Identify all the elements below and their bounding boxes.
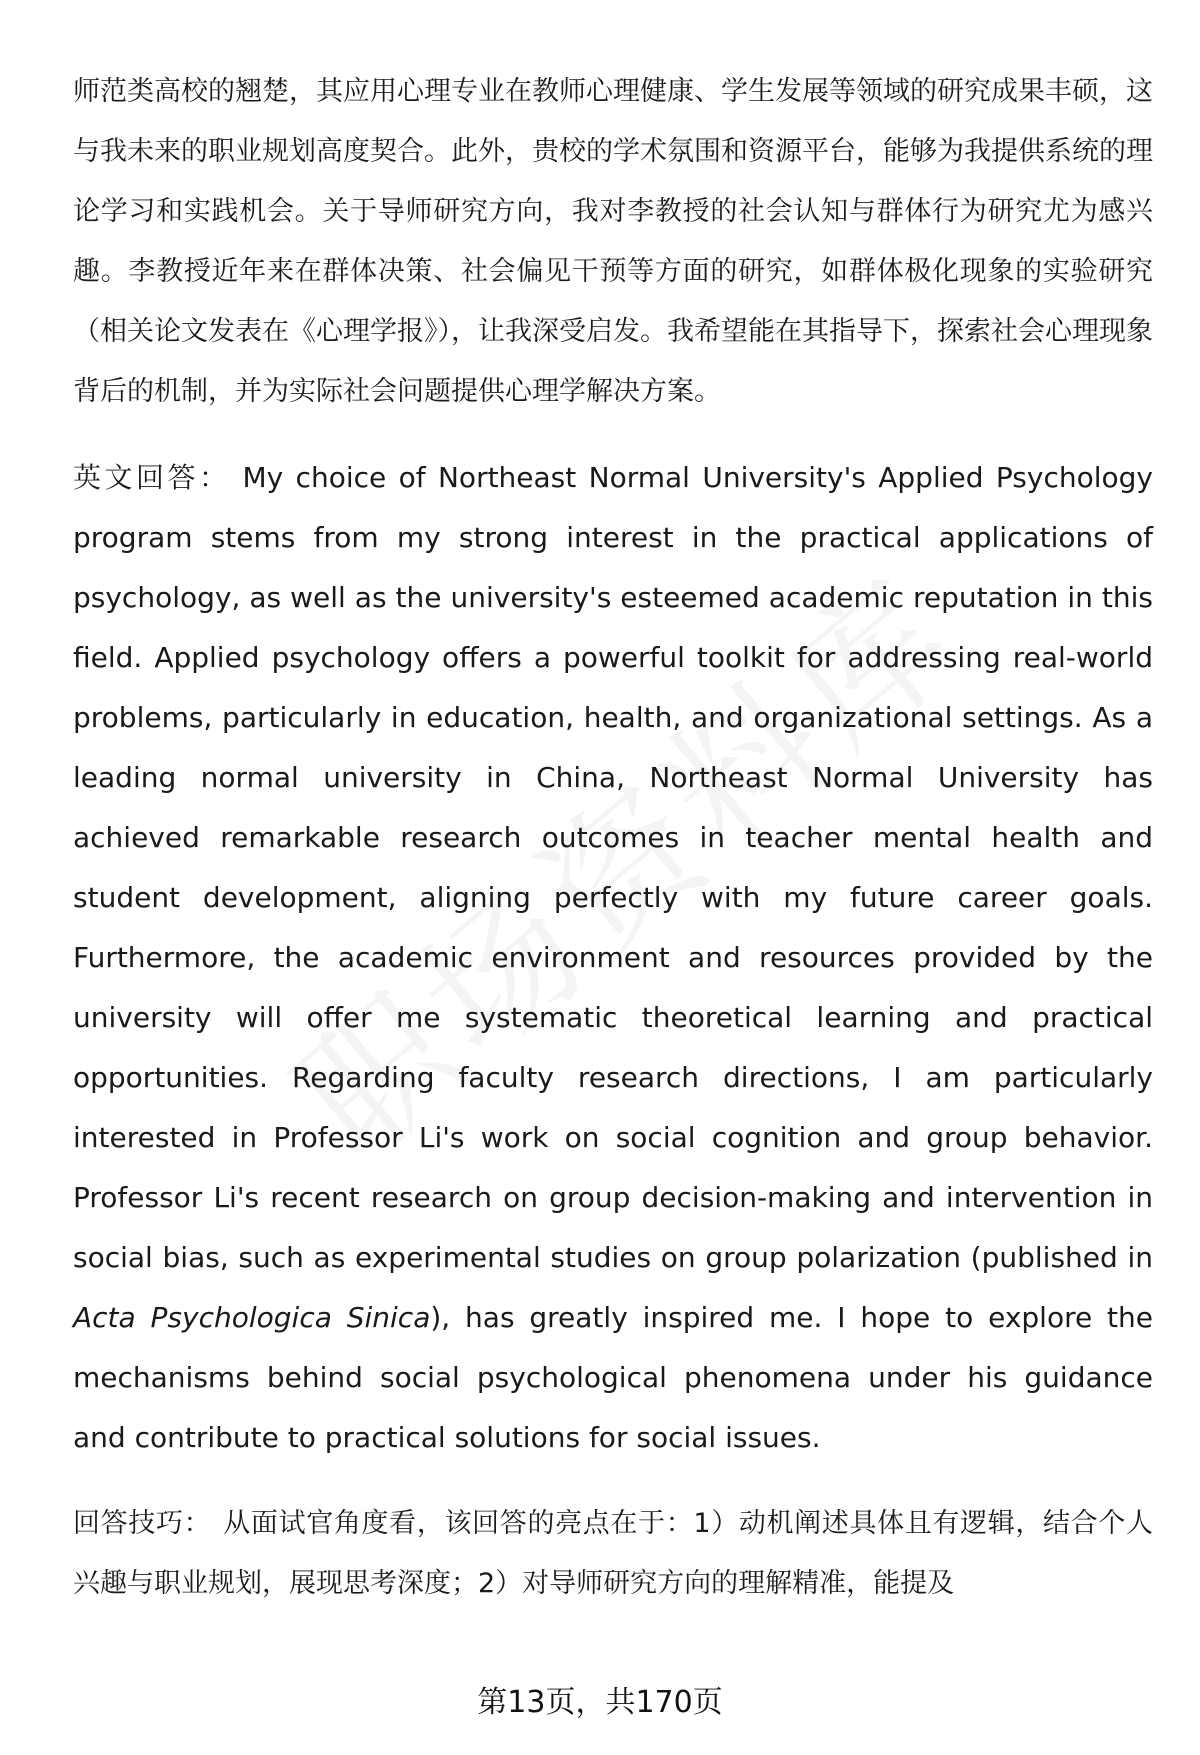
english-answer-paragraph <box>73 448 1153 1468</box>
english-answer-text-2: ), has greatly inspired me. I hope to explore the mechanisms behind social psychological phenomena under his guidance and contribute to practical solutions for social issues. <box>73 1301 1153 1454</box>
answer-tips-text: 从面试官角度看，该回答的亮点在于：1）动机阐述具体且有逻辑，结合个人兴趣与职业规划，展现思考深度；2）对导师研究方向的理解精准，能提及 <box>73 1508 1153 1599</box>
page-content <box>73 62 1153 1614</box>
answer-tips-paragraph <box>73 1494 1153 1614</box>
page-number: 第13页，共170页 <box>477 1685 723 1720</box>
journal-title: Acta Psychologica Sinica <box>73 1301 431 1334</box>
answer-tips-label: 回答技巧： <box>73 1508 212 1539</box>
english-answer-text-1: My choice of Northeast Normal University's Applied Psychology program stems from my strong interest in the practical applications of psychology, as well as the university's esteemed academic reputation in this field. Applied psychology offers a powerful toolkit for addressing real-world problems, particularly in education, health, and organizational settings. As a leading normal university in China, Northeast Normal University has achieved remarkable research outcomes in teacher mental health and student development, aligning perfectly with my future career goals. Furthermore, the academic environment and resources provided by the university will offer me systematic theoretical learning and practical opportunities. Regarding faculty research directions, I am particularly interested in Professor Li's work on social cognition and group behavior. Professor Li's recent research on group decision-making and intervention in social bias, such as experimental studies on group polarization (published in <box>73 461 1153 1274</box>
chinese-answer-continuation: 师范类高校的翘楚，其应用心理专业在教师心理健康、学生发展等领域的研究成果丰硕，这与我未来的职业规划高度契合。此外，贵校的学术氛围和资源平台，能够为我提供系统的理论学习和实践机会。关于导师研究方向，我对李教授的社会认知与群体行为研究尤为感兴趣。李教授近年来在群体决策、社会偏见干预等方面的研究，如群体极化现象的实验研究（相关论文发表在《心理学报》），让我深受启发。我希望能在其指导下，探索社会心理现象背后的机制，并为实际社会问题提供心理学解决方案。 <box>73 76 1153 407</box>
english-answer-label: 英文回答： <box>73 461 231 494</box>
